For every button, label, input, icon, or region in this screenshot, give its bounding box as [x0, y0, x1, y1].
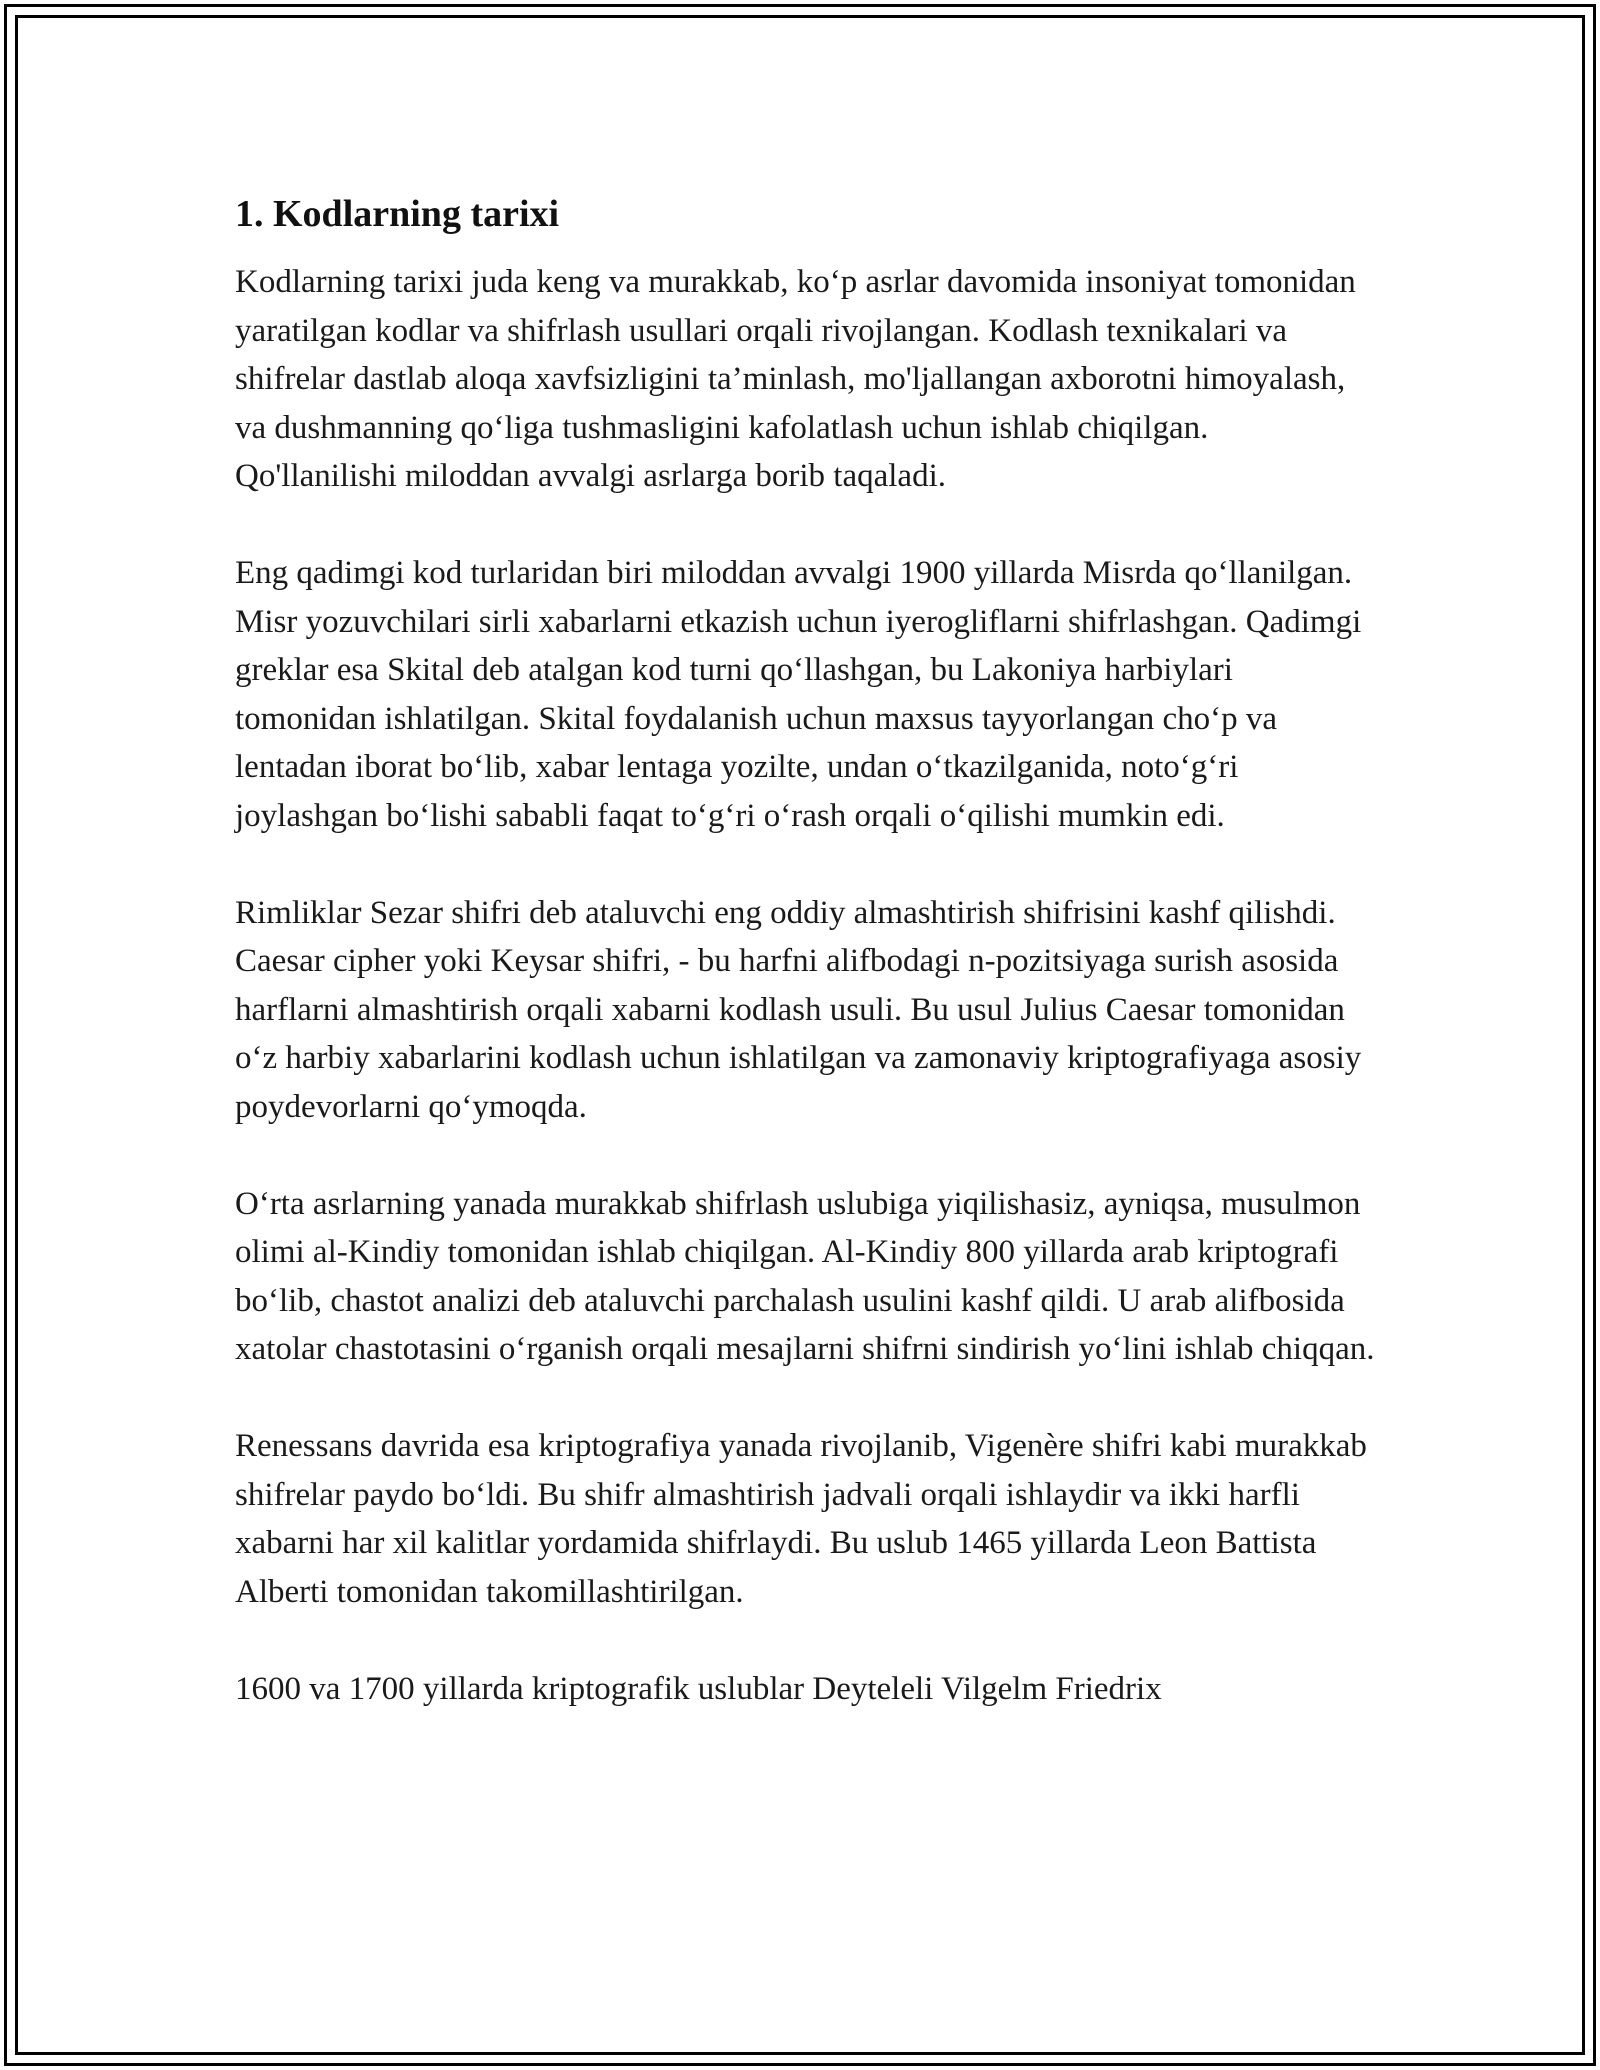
paragraph-al-kindi: O‘rta asrlarning yanada murakkab shifrlash uslubiga yiqilishasiz, ayniqsa, musulmon olimi al-Kindiy tomonidan ishlab chiqilgan. Al-Kindiy 800 yillarda arab kriptografi bo‘lib, chastot analizi deb ataluvchi parchalash usulini kashf qildi. U arab alifbosida xatolar chastotasini o‘rganish orqali mesajlarni shifrni sindirish yo‘lini ishlab chiqqan.: [235, 1185, 1375, 1367]
paragraph-caesar-cipher: Rimliklar Sezar shifri deb ataluvchi eng oddiy almashtirish shifrisini kashf qilishdi. Caesar cipher yoki Keysar shifri, - bu harfni alifbodagi n-pozitsiyaga surish asosida harflarni almashtirish orqali xabarni kodlash usuli. Bu usul Julius Caesar tomonidan o‘z harbiy xabarlarini kodlash uchun ishlatilgan va zamonaviy kriptografiyaga asosiy poydevorlarni qo‘ymoqda.: [235, 894, 1362, 1125]
paragraph-ancient-codes: Eng qadimgi kod turlaridan biri miloddan avvalgi 1900 yillarda Misrda qo‘llanilgan. Misr yozuvchilari sirli xabarlarni etkazish uchun iyerogliflarni shifrlashgan. Qadimgi greklar esa Skital deb atalgan kod turni qo‘llashgan, bu Lakoniya harbiylari tomonidan ishlatilgan. Skital foydalanish uchun maxsus tayyorlangan cho‘p va lentadan iborat bo‘lib, xabar lentaga yozilte, undan o‘tkazilganida, noto‘g‘ri joylashgan bo‘lishi sababli faqat to‘g‘ri o‘rash orqali o‘qilishi mumkin edi.: [235, 555, 1362, 834]
paragraph-renaissance: Renessans davrida esa kriptografiya yanada rivojlanib, Vigenère shifri kabi murakkab shifrelar paydo bo‘ldi. Bu shifr almashtirish jadvali orqali ishlaydir va ikki harfli xabarni har xil kalitlar yordamida shifrlaydi. Bu uslub 1465 yillarda Leon Battista Alberti tomonidan takomillashtirilgan.: [235, 1428, 1367, 1610]
document-content: [235, 190, 1375, 1762]
paragraph-1600-1700: 1600 va 1700 yillarda kriptografik uslublar Deyteleli Vilgelm Friedrix: [235, 1670, 1162, 1707]
paragraph-history-intro: Kodlarning tarixi juda keng va murakkab, ko‘p asrlar davomida insoniyat tomonidan yaratilgan kodlar va shifrlash usullari orqali rivojlangan. Kodlash texnikalari va shifrelar dastlab aloqa xavfsizligini ta’minlash, mo'ljallangan axborotni himoyalash, va dushmanning qo‘liga tushmasligini kafolatlash uchun ishlab chiqilgan. Qo'llanilishi miloddan avvalgi asrlarga borib taqaladi.: [235, 264, 1356, 494]
section-heading: 1. Kodlarning tarixi: [235, 193, 560, 235]
